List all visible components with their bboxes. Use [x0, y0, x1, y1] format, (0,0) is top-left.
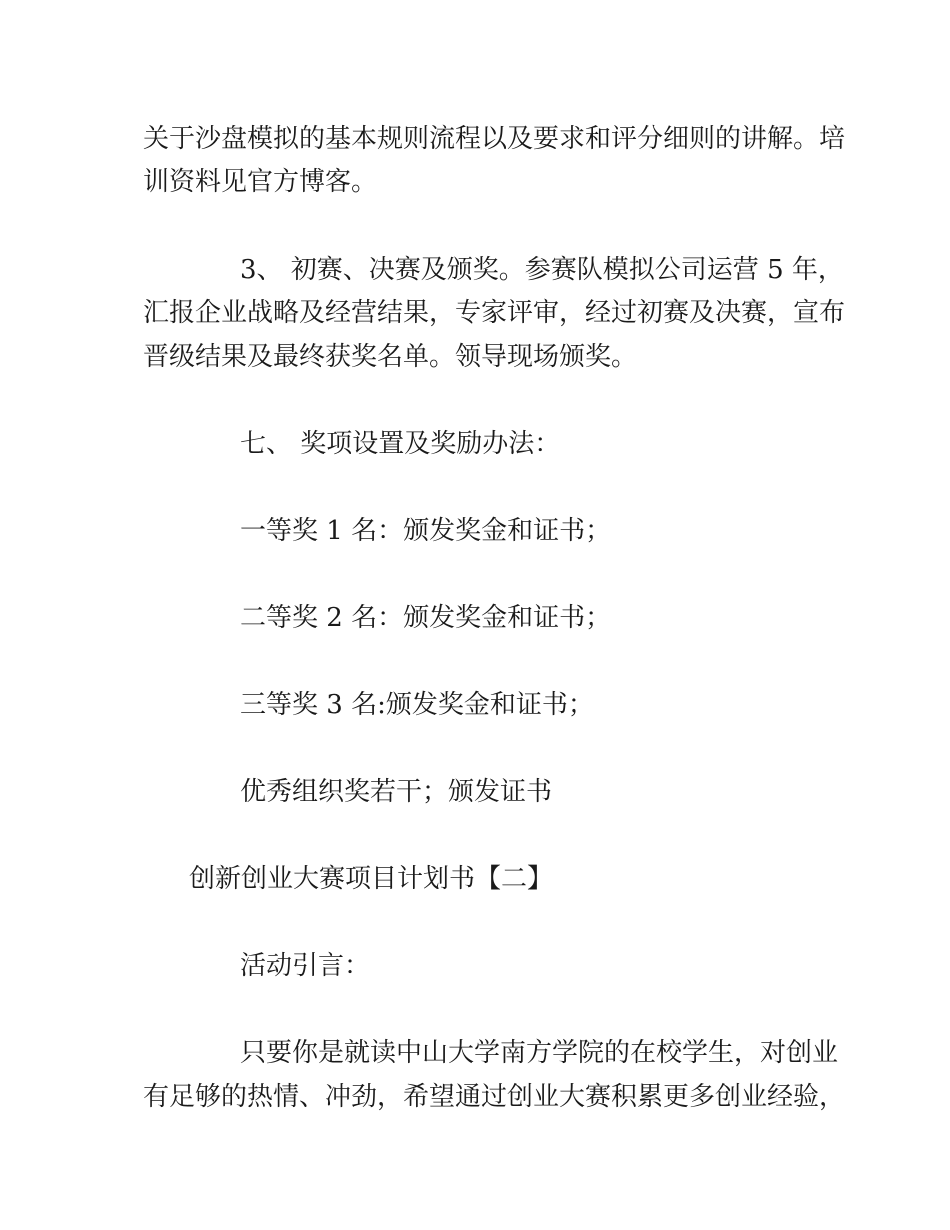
award-item: 优秀组织奖若干；颁发证书 — [240, 777, 553, 807]
section-heading: 活动引言： — [240, 951, 371, 981]
award-item: 三等奖 3 名:颁发奖金和证书； — [240, 690, 594, 720]
list-item-heading: 3、 初赛、决赛及颁奖。参赛队模拟公司运营 5 年， — [240, 255, 844, 285]
award-item: 二等奖 2 名：颁发奖金和证书； — [240, 603, 612, 633]
document-subtitle: 创新创业大赛项目计划书【二】 — [189, 864, 554, 894]
body-text-line: 关于沙盘模拟的基本规则流程以及要求和评分细则的讲解。培 — [143, 124, 846, 154]
body-text-line: 晋级结果及最终获奖名单。领导现场颁奖。 — [143, 342, 638, 372]
body-text-line: 只要你是就读中山大学南方学院的在校学生，对创业 — [240, 1038, 839, 1068]
section-heading: 七、 奖项设置及奖励办法： — [240, 429, 561, 459]
body-text-line: 训资料见官方博客。 — [143, 167, 378, 197]
award-item: 一等奖 1 名：颁发奖金和证书； — [240, 516, 612, 546]
body-text-line: 汇报企业战略及经营结果，专家评审，经过初赛及决赛，宣布 — [143, 298, 846, 328]
body-text-line: 有足够的热情、冲劲，希望通过创业大赛积累更多创业经验， — [143, 1082, 846, 1112]
